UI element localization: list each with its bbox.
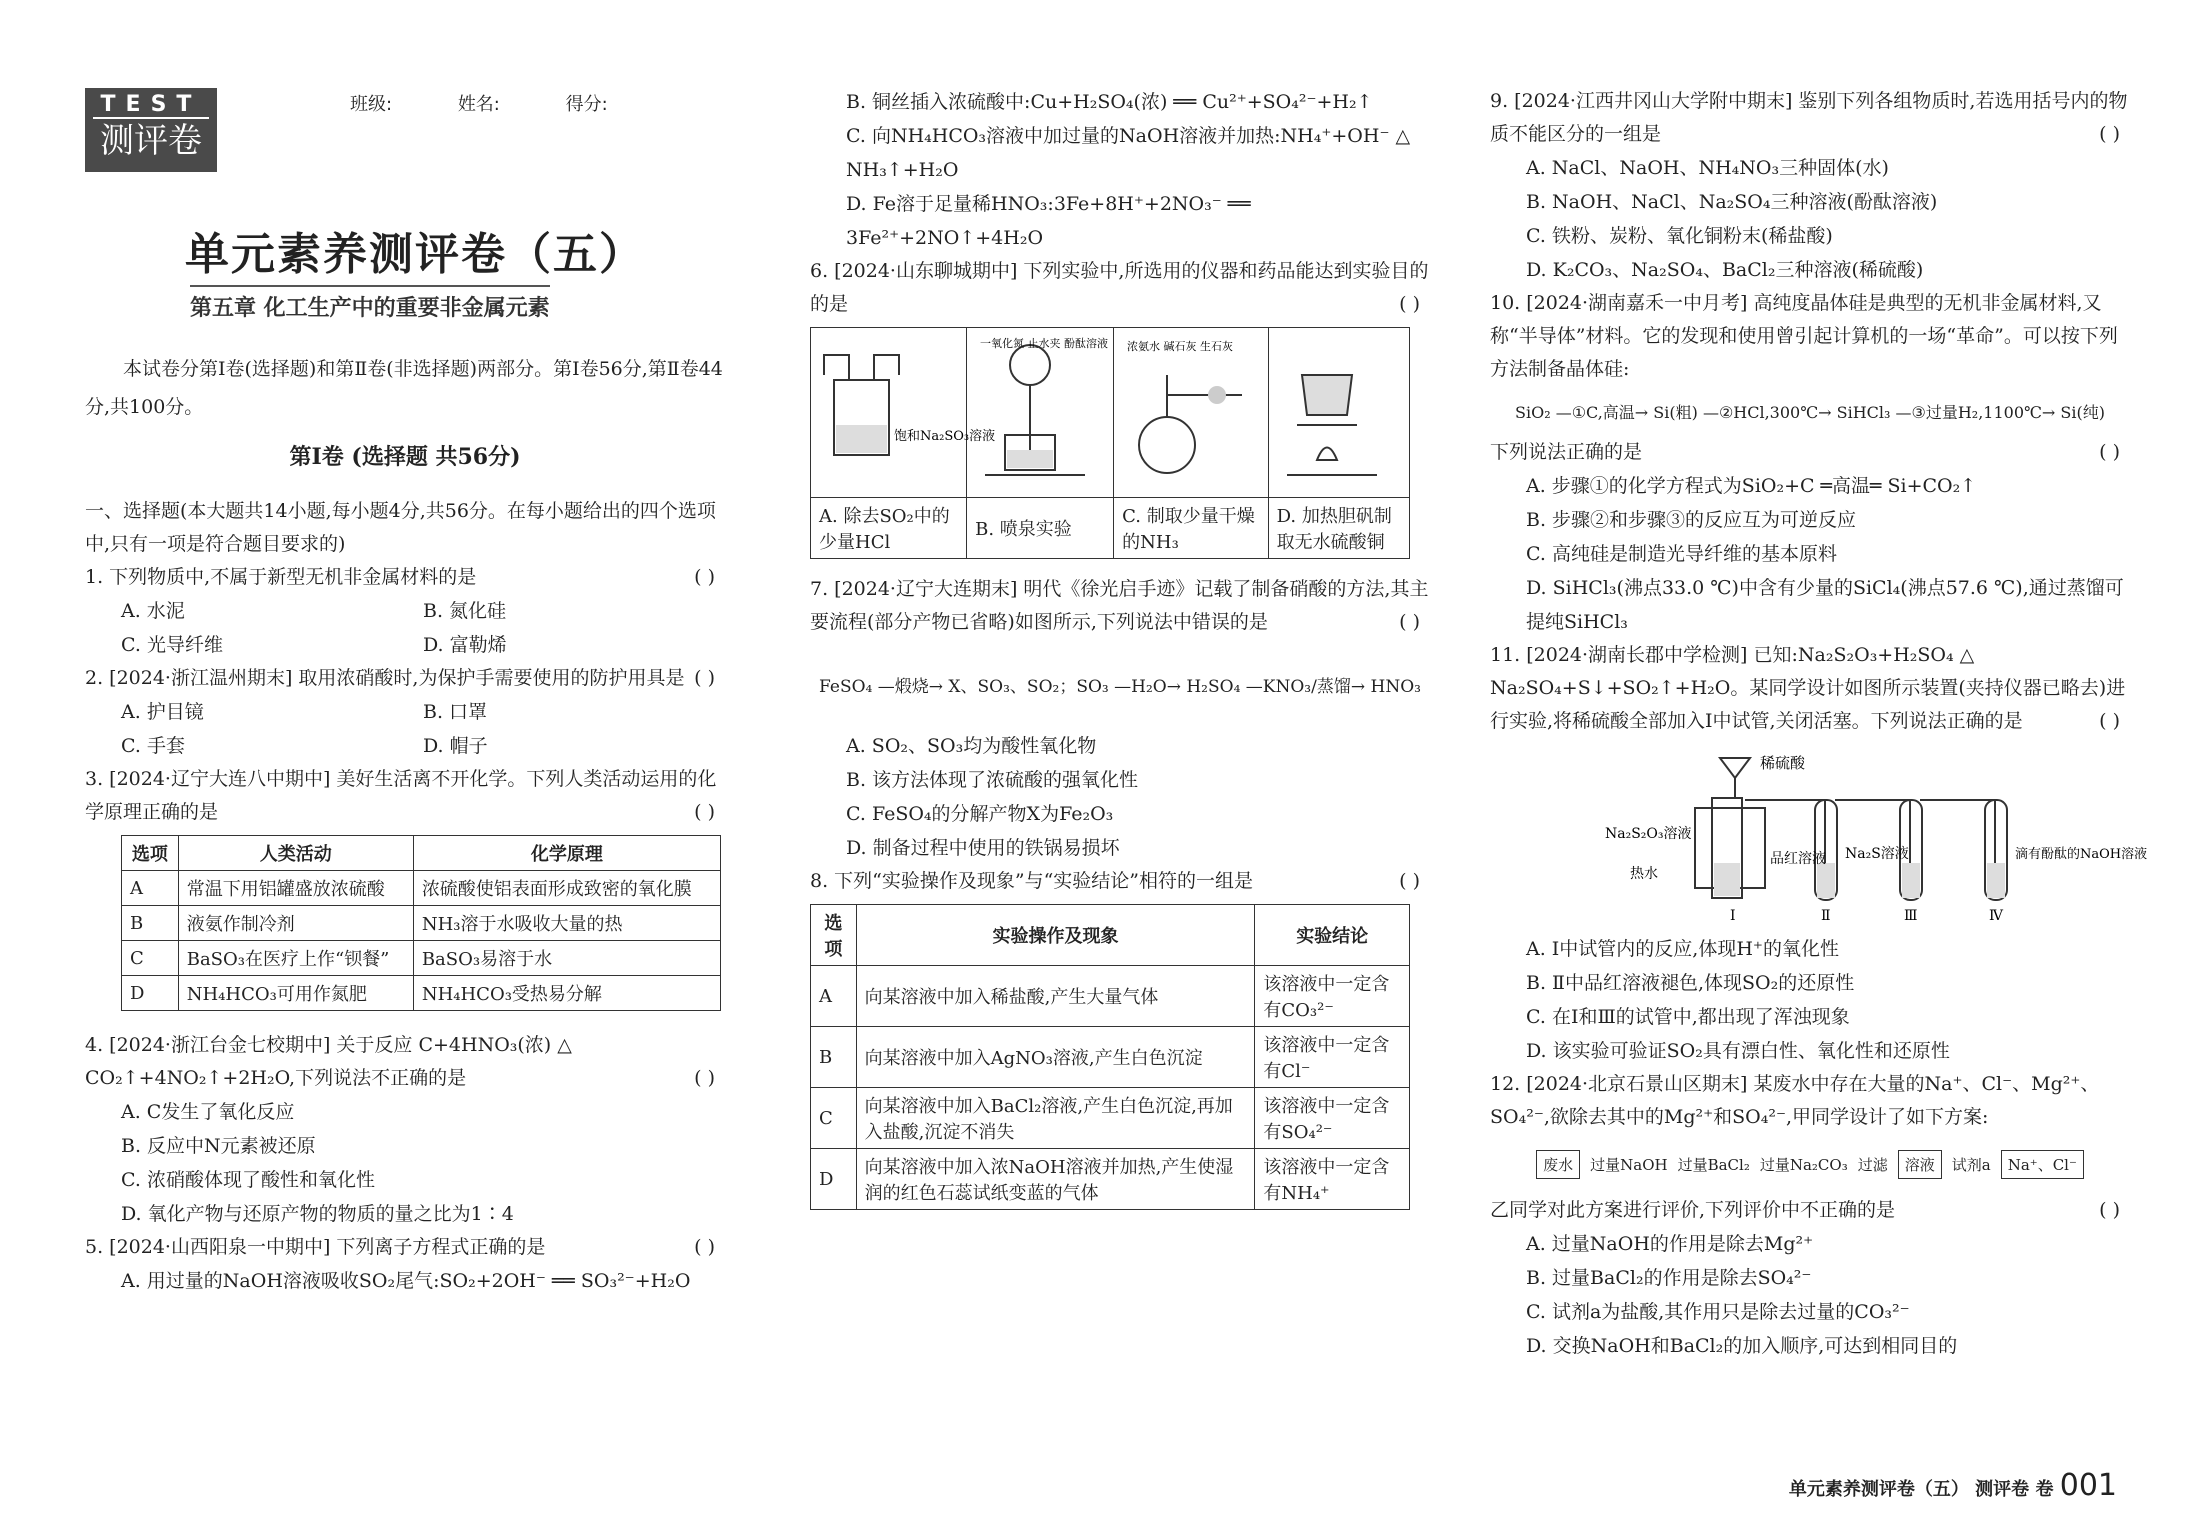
header-fields: [350, 90, 668, 116]
question-10-ask: [1490, 436, 2130, 469]
table-header: 选项: [122, 836, 179, 871]
table-cell: NH₄HCO₃受热易分解: [413, 976, 720, 1011]
page-title: 单元素养测评卷（五）: [185, 229, 645, 280]
q12-flow: [1490, 1134, 2130, 1194]
table-cell: 液氨作制冷剂: [178, 906, 413, 941]
question-10: [1490, 287, 2130, 386]
table-row: [811, 1027, 1410, 1088]
page-subtitle: 第五章 化工生产中的重要非金属元素: [190, 285, 550, 322]
answer-blank[interactable]: ( ): [1399, 293, 1420, 315]
option[interactable]: A. C发生了氧化反应: [121, 1101, 295, 1123]
table-row: [122, 906, 721, 941]
answer-blank[interactable]: ( ): [2099, 123, 2120, 145]
option[interactable]: A. Ⅰ中试管内的反应,体现H⁺的氧化性: [1526, 938, 1839, 960]
question-2: [85, 662, 725, 695]
option[interactable]: D. 交换NaOH和BaCl₂的加入顺序,可达到相同目的: [1526, 1335, 1958, 1357]
option[interactable]: C. 铁粉、炭粉、氧化铜粉末(稀盐酸): [1526, 225, 1833, 247]
question-stem: 10. [2024·湖南嘉禾一中月考] 高纯度晶体硅是典型的无机非金属材料,又称“半导体”材料。它的发现和使用曾引起计算机的一场“革命”。可以按下列方法制备晶体硅:: [1490, 292, 2118, 380]
q11-apparatus-diagram: [1490, 738, 2148, 928]
table-cell: D: [122, 976, 179, 1011]
class-field[interactable]: 班级:: [350, 94, 393, 115]
intro-text: 本试卷分第Ⅰ卷(选择题)和第Ⅱ卷(非选择题)两部分。第Ⅰ卷56分,第Ⅱ卷44分,共100分。: [85, 358, 723, 418]
q6-apparatus-table: [810, 327, 1410, 559]
name-field[interactable]: 姓名:: [457, 94, 500, 115]
table-cell: BaSO₃易溶于水: [413, 941, 720, 976]
column-3: [1490, 85, 2148, 1363]
table-cell: A: [811, 966, 857, 1027]
option[interactable]: C. 浓硝酸体现了酸性和氧化性: [121, 1169, 375, 1191]
flow-box: 废水: [1536, 1150, 1580, 1179]
question-stem: 7. [2024·辽宁大连期末] 明代《徐光启手迹》记载了制备硝酸的方法,其主要流程(部分产物已省略)如图所示,下列说法中错误的是: [810, 578, 1429, 633]
option[interactable]: C. 手套: [121, 735, 185, 757]
option[interactable]: D. 氧化产物与还原产物的物质的量之比为1∶4: [121, 1203, 514, 1225]
table-cell: 浓硫酸使铝表面形成致密的氧化膜: [413, 871, 720, 906]
option[interactable]: A. 除去SO₂中的少量HCl: [811, 498, 967, 559]
flow-reagent: 过量Na₂CO₃: [1759, 1155, 1848, 1174]
answer-blank[interactable]: ( ): [694, 1067, 715, 1089]
option[interactable]: A. 用过量的NaOH溶液吸收SO₂尾气:SO₂+2OH⁻ ══ SO₃²⁻+H₂O: [121, 1270, 691, 1292]
diagram-label: Na₂S₂O₃溶液: [1605, 826, 1692, 842]
page-number: 001: [2059, 1468, 2117, 1503]
answer-blank[interactable]: ( ): [694, 801, 715, 823]
answer-blank[interactable]: ( ): [694, 1236, 715, 1258]
table-cell: 向某溶液中加入浓NaOH溶液并加热,产生使湿润的红色石蕊试纸变蓝的气体: [856, 1149, 1255, 1210]
option[interactable]: D. 富勒烯: [423, 634, 507, 656]
option[interactable]: C. 试剂a为盐酸,其作用只是除去过量的CO₃²⁻: [1526, 1301, 1910, 1323]
question-9: [1490, 85, 2130, 151]
option[interactable]: D. 该实验可验证SO₂具有漂白性、氧化性和还原性: [1526, 1040, 1950, 1062]
option[interactable]: C. 向NH₄HCO₃溶液中加过量的NaOH溶液并加热:NH₄⁺+OH⁻ △ NH₃↑+H₂O: [846, 125, 1411, 181]
flow-box: Na⁺、Cl⁻: [2001, 1150, 2084, 1179]
gas-washing-bottle-icon: [819, 335, 996, 485]
apparatus-c: [1114, 328, 1269, 498]
option[interactable]: A. 步骤①的化学方程式为SiO₂+C ═高温═ Si+CO₂↑: [1526, 475, 1977, 497]
diagram-label: Na₂S溶液: [1845, 846, 1909, 862]
ammonia-setup-icon: [1122, 335, 1252, 485]
table-cell: 该溶液中一定含有Cl⁻: [1255, 1027, 1410, 1088]
option[interactable]: B. 过量BaCl₂的作用是除去SO₄²⁻: [1526, 1267, 1812, 1289]
option[interactable]: D. 制备过程中使用的铁锅易损坏: [846, 837, 1120, 859]
apparatus-a: [811, 328, 996, 498]
question-stem: 6. [2024·山东聊城期中] 下列实验中,所选用的仪器和药品能达到实验目的的是: [810, 260, 1429, 315]
option[interactable]: A. 过量NaOH的作用是除去Mg²⁺: [1526, 1233, 1814, 1255]
option[interactable]: B. 氮化硅: [423, 600, 507, 622]
table-row: [811, 966, 1410, 1027]
question-stem: 9. [2024·江西井冈山大学附中期末] 鉴别下列各组物质时,若选用括号内的物质不能区分的一组是: [1490, 90, 2128, 145]
table-cell: 该溶液中一定含有CO₃²⁻: [1255, 966, 1410, 1027]
option[interactable]: D. Fe溶于足量稀HNO₃:3Fe+8H⁺+2NO₃⁻ ══ 3Fe²⁺+2NO↑+4H₂O: [846, 193, 1251, 249]
option[interactable]: C. 在Ⅰ和Ⅲ的试管中,都出现了浑浊现象: [1526, 1006, 1850, 1028]
option[interactable]: D. 加热胆矾制取无水硫酸铜: [1268, 498, 1409, 559]
option[interactable]: D. SiHCl₃(沸点33.0 ℃)中含有少量的SiCl₄(沸点57.6 ℃),通过蒸馏可提纯SiHCl₃: [1526, 577, 2124, 633]
option[interactable]: B. 喷泉实验: [967, 498, 1114, 559]
logo-top: TEST: [93, 88, 209, 119]
apparatus-d: [1268, 328, 1409, 498]
diagram-label: 浓氨水 碱石灰 生石灰: [1127, 340, 1234, 353]
q3-table: [121, 835, 721, 1011]
option[interactable]: A. 护目镜: [121, 701, 204, 723]
table-cell: D: [811, 1149, 857, 1210]
question-12: [1490, 1068, 2130, 1134]
diagram-label: Ⅲ: [1904, 908, 1918, 924]
diagram-label: Ⅳ: [1989, 908, 2003, 924]
option[interactable]: D. 帽子: [423, 735, 488, 757]
flow-box: 溶液: [1898, 1150, 1942, 1179]
answer-blank[interactable]: ( ): [2099, 710, 2120, 732]
question-3: [85, 763, 725, 829]
option[interactable]: D. K₂CO₃、Na₂SO₄、BaCl₂三种溶液(稀硫酸): [1526, 259, 1924, 281]
table-cell: BaSO₃在医疗上作“钡餐”: [178, 941, 413, 976]
question-1: [85, 561, 725, 594]
question-stem: 3. [2024·辽宁大连八中期中] 美好生活离不开化学。下列人类活动运用的化学原理正确的是: [85, 768, 717, 823]
apparatus-b: [967, 328, 1114, 498]
table-row: [122, 941, 721, 976]
question-5: [85, 1231, 725, 1264]
table-header: 人类活动: [178, 836, 413, 871]
table-cell: B: [811, 1027, 857, 1088]
option[interactable]: B. 步骤②和步骤③的反应互为可逆反应: [1526, 509, 1857, 531]
logo-bottom: 测评卷: [100, 121, 202, 161]
option[interactable]: B. 口罩: [423, 701, 488, 723]
answer-blank[interactable]: ( ): [1399, 611, 1420, 633]
question-stem: 11. [2024·湖南长郡中学检测] 已知:Na₂S₂O₃+H₂SO₄ △ Na₂SO₄+S↓+SO₂↑+H₂O。某同学设计如图所示装置(夹持仪器已略去)进行实验,将稀硫酸全部加入Ⅰ中试管,关闭活塞。下列说法正确的是: [1490, 644, 2126, 732]
diagram-label: 稀硫酸: [1760, 754, 1806, 772]
option[interactable]: A. SO₂、SO₃均为酸性氧化物: [846, 735, 1097, 757]
diagram-label: 一氧化氮 止水夹 酚酞溶液: [980, 337, 1109, 350]
question-8: [810, 865, 1430, 898]
table-cell: C: [811, 1088, 857, 1149]
fountain-apparatus-icon: [975, 335, 1109, 485]
option[interactable]: C. 制取少量干燥的NH₃: [1114, 498, 1269, 559]
q2-options: [85, 695, 725, 763]
question-stem: 12. [2024·北京石景山区期末] 某废水中存在大量的Na⁺、Cl⁻、Mg²⁺、SO₄²⁻,欲除去其中的Mg²⁺和SO₄²⁻,甲同学设计了如下方案:: [1490, 1073, 2100, 1128]
diagram-label: 品红溶液: [1770, 851, 1826, 867]
table-header: 实验结论: [1255, 905, 1410, 966]
score-field[interactable]: 得分:: [565, 94, 608, 115]
option[interactable]: C. 光导纤维: [121, 634, 223, 656]
option[interactable]: B. Ⅱ中品红溶液褪色,体现SO₂的还原性: [1526, 972, 1855, 994]
table-header: 化学原理: [413, 836, 720, 871]
option[interactable]: A. NaCl、NaOH、NH₄NO₃三种固体(水): [1526, 157, 1889, 179]
question-stem: 1. 下列物质中,不属于新型无机非金属材料的是: [85, 566, 477, 588]
option[interactable]: B. 反应中N元素被还原: [121, 1135, 316, 1157]
table-cell: B: [122, 906, 179, 941]
question-12-ask: [1490, 1194, 2130, 1227]
table-header: 选项: [811, 905, 857, 966]
q8-table: [810, 904, 1410, 1210]
table-cell: NH₄HCO₃可用作氮肥: [178, 976, 413, 1011]
column-1: [85, 495, 725, 1298]
table-cell: NH₃溶于水吸收大量的热: [413, 906, 720, 941]
table-cell: 向某溶液中加入AgNO₃溶液,产生白色沉淀: [856, 1027, 1255, 1088]
column-2: [810, 85, 1430, 1210]
table-cell: 向某溶液中加入稀盐酸,产生大量气体: [856, 966, 1255, 1027]
question-stem: 5. [2024·山西阳泉一中期中] 下列离子方程式正确的是: [85, 1236, 546, 1258]
question-stem: 4. [2024·浙江台金七校期中] 关于反应 C+4HNO₃(浓) △ CO₂↑+4NO₂↑+2H₂O,下列说法不正确的是: [85, 1034, 572, 1089]
table-cell: 向某溶液中加入BaCl₂溶液,产生白色沉淀,再加入盐酸,沉淀不消失: [856, 1088, 1255, 1149]
option[interactable]: B. NaOH、NaCl、Na₂SO₄三种溶液(酚酞溶液): [1526, 191, 1938, 213]
question-ask: 乙同学对此方案进行评价,下列评价中不正确的是: [1490, 1199, 1896, 1221]
option[interactable]: B. 铜丝插入浓硫酸中:Cu+H₂SO₄(浓) ══ Cu²⁺+SO₄²⁻+H₂↑: [846, 91, 1373, 113]
evaporating-dish-icon: [1277, 335, 1387, 485]
flow-diagram: SiO₂ —①C,高温→ Si(粗) —②HCl,300℃→ SiHCl₃ —③过量H₂,1100℃→ Si(纯): [1515, 402, 2105, 422]
question-stem: 2. [2024·浙江温州期末] 取用浓硝酸时,为保护手需要使用的防护用具是: [85, 667, 685, 689]
table-header: 实验操作及现象: [856, 905, 1255, 966]
question-7: [810, 573, 1430, 639]
table-cell: A: [122, 871, 179, 906]
diagram-label: Ⅱ: [1821, 908, 1831, 924]
table-row: [811, 1149, 1410, 1210]
table-cell: 该溶液中一定含有NH₄⁺: [1255, 1149, 1410, 1210]
table-row: [122, 976, 721, 1011]
flow-reagent: 过量BaCl₂: [1677, 1155, 1750, 1174]
diagram-label: 滴有酚酞的NaOH溶液: [2015, 847, 2148, 862]
flow-reagent: 过量NaOH: [1590, 1155, 1668, 1174]
footer-text: 单元素养测评卷（五） 测评卷 卷: [1788, 1479, 2054, 1500]
option[interactable]: C. 高纯硅是制造光导纤维的基本原料: [1526, 543, 1837, 565]
diagram-label: Ⅰ: [1730, 908, 1736, 924]
table-cell: 常温下用铝罐盛放浓硫酸: [178, 871, 413, 906]
option[interactable]: A. 水泥: [121, 600, 185, 622]
q1-options: [85, 594, 725, 662]
flow-reagent: 试剂a: [1951, 1155, 1991, 1174]
flow-diagram: FeSO₄ —煅烧→ X、SO₃、SO₂；SO₃ —H₂O→ H₂SO₄ —KNO₃/蒸馏→ HNO₃: [819, 676, 1421, 697]
logo: [85, 88, 217, 172]
question-4: [85, 1029, 725, 1095]
page-footer: [1789, 1468, 2117, 1503]
question-11: [1490, 639, 2130, 738]
table-row: [811, 1088, 1410, 1149]
question-6: [810, 255, 1430, 321]
table-cell: C: [122, 941, 179, 976]
answer-blank[interactable]: ( ): [694, 566, 715, 588]
question-ask: 下列说法正确的是: [1490, 441, 1643, 463]
diagram-label: 饱和Na₂SO₃溶液: [894, 429, 996, 444]
section-heading: 第Ⅰ卷 (选择题 共56分): [289, 444, 521, 470]
table-cell: 该溶液中一定含有SO₄²⁻: [1255, 1088, 1410, 1149]
part-instructions: 一、选择题(本大题共14小题,每小题4分,共56分。在每小题给出的四个选项中,只有一项是符合题目要求的): [85, 500, 716, 555]
option[interactable]: B. 该方法体现了浓硫酸的强氧化性: [846, 769, 1139, 791]
question-stem: 8. 下列“实验操作及现象”与“实验结论”相符的一组是: [810, 870, 1254, 892]
answer-blank[interactable]: ( ): [1399, 870, 1420, 892]
table-row: [122, 871, 721, 906]
answer-blank[interactable]: ( ): [694, 667, 715, 689]
answer-blank[interactable]: ( ): [2099, 1199, 2120, 1221]
option[interactable]: C. FeSO₄的分解产物X为Fe₂O₃: [846, 803, 1114, 825]
flow-step: 过滤: [1857, 1155, 1888, 1174]
diagram-label: 热水: [1630, 866, 1658, 882]
answer-blank[interactable]: ( ): [2099, 441, 2120, 463]
